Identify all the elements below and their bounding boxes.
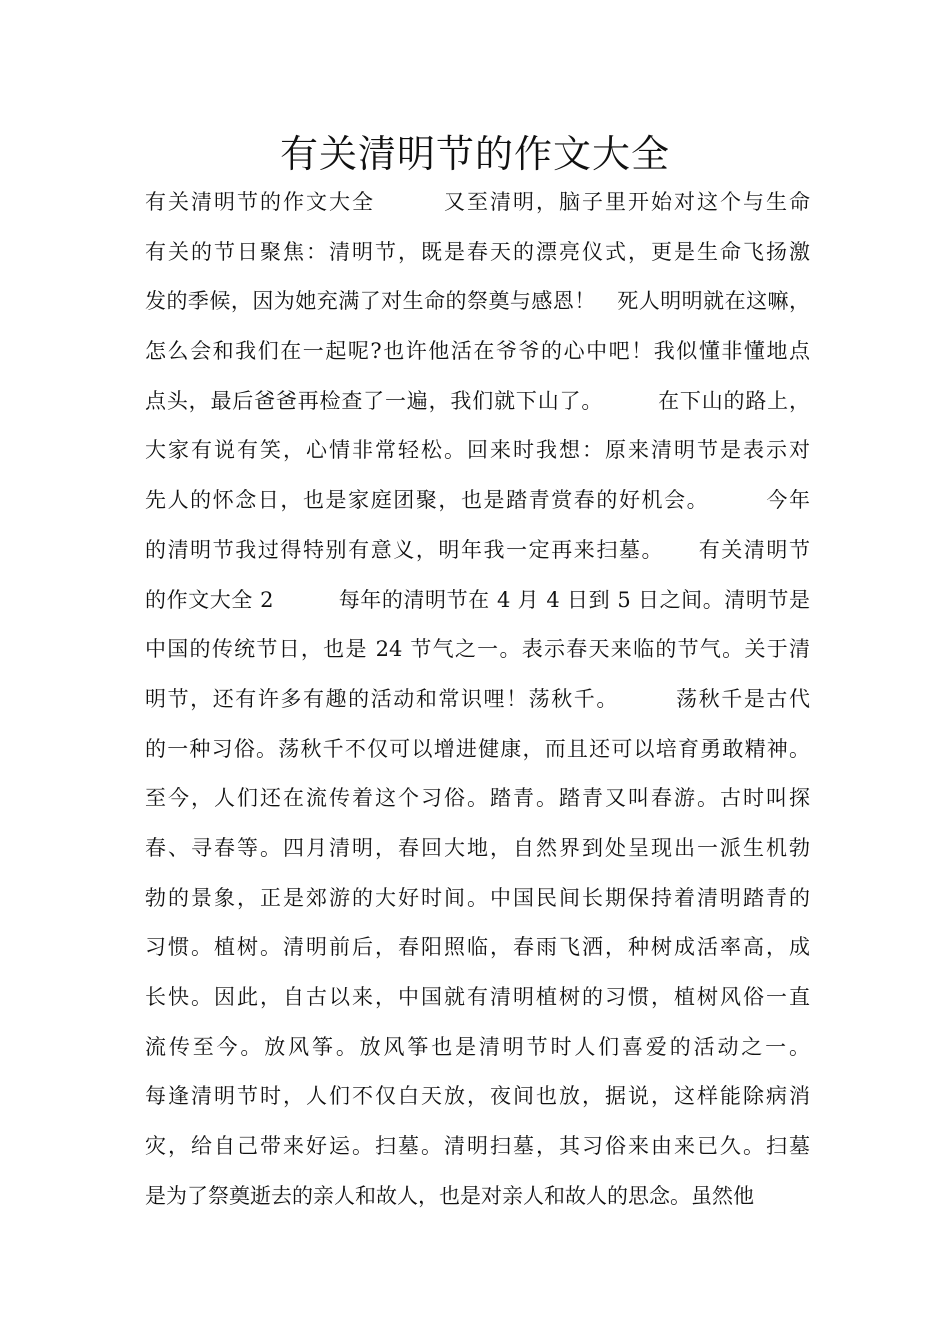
text-line: 春、寻春等。四月清明，春回大地，自然界到处呈现出一派生机勃 [145,835,810,860]
text-line: 的作文大全 2 每年的清明节在 4 月 4 日到 5 日之间。清明节是 [145,587,810,612]
text-line: 至今，人们还在流传着这个习俗。踏青。踏青又叫春游。古时叫探 [145,786,810,811]
text-line: 长快。因此，自古以来，中国就有清明植树的习惯，植树风俗一直 [145,985,810,1009]
text-line: 有关的节日聚焦：清明节，既是春天的漂亮仪式，更是生命飞扬激 [145,239,810,264]
text-line: 大家有说有笑，心情非常轻松。回来时我想：原来清明节是表示对 [145,438,810,463]
text-line: 是为了祭奠逝去的亲人和故人，也是对亲人和故人的思念。虽然他 [145,1183,754,1208]
text-line: 先人的怀念日，也是家庭团聚，也是踏青赏春的好机会。 今年 [145,488,810,513]
text-line: 有关清明节的作文大全 又至清明，脑子里开始对这个与生命 [145,190,810,214]
text-line: 勃的景象，正是郊游的大好时间。中国民间长期保持着清明踏青的 [145,885,810,910]
text-line: 明节，还有许多有趣的活动和常识哩！荡秋千。 荡秋千是古代 [145,686,810,711]
text-line: 点头，最后爸爸再检查了一遍，我们就下山了。 在下山的路上， [145,388,810,413]
text-line: 的一种习俗。荡秋千不仅可以增进健康，而且还可以培育勇敢精神。 [145,736,810,761]
page-title: 有关清明节的作文大全 [279,132,670,176]
text-line: 习惯。植树。清明前后，春阳照临，春雨飞洒，种树成活率高，成 [145,935,810,960]
text-line: 怎么会和我们在一起呢?也许他活在爷爷的心中吧！我似懂非懂地点 [145,339,810,364]
text-line: 灾，给自己带来好运。扫墓。清明扫墓，其习俗来由来已久。扫墓 [145,1134,810,1159]
text-line: 中国的传统节日，也是 24 节气之一。表示春天来临的节气。关于清 [145,637,810,662]
text-line: 流传至今。放风筝。放风筝也是清明节时人们喜爱的活动之一。 [145,1034,810,1059]
text-line: 的清明节我过得特别有意义，明年我一定再来扫墓。 有关清明节 [145,537,810,562]
essay-body [145,178,810,1221]
text-line: 发的季候，因为她充满了对生命的祭奠与感恩！ 死人明明就在这嘛， [145,289,810,314]
text-line: 每逢清明节时，人们不仅白天放，夜间也放，据说，这样能除病消 [145,1084,810,1109]
